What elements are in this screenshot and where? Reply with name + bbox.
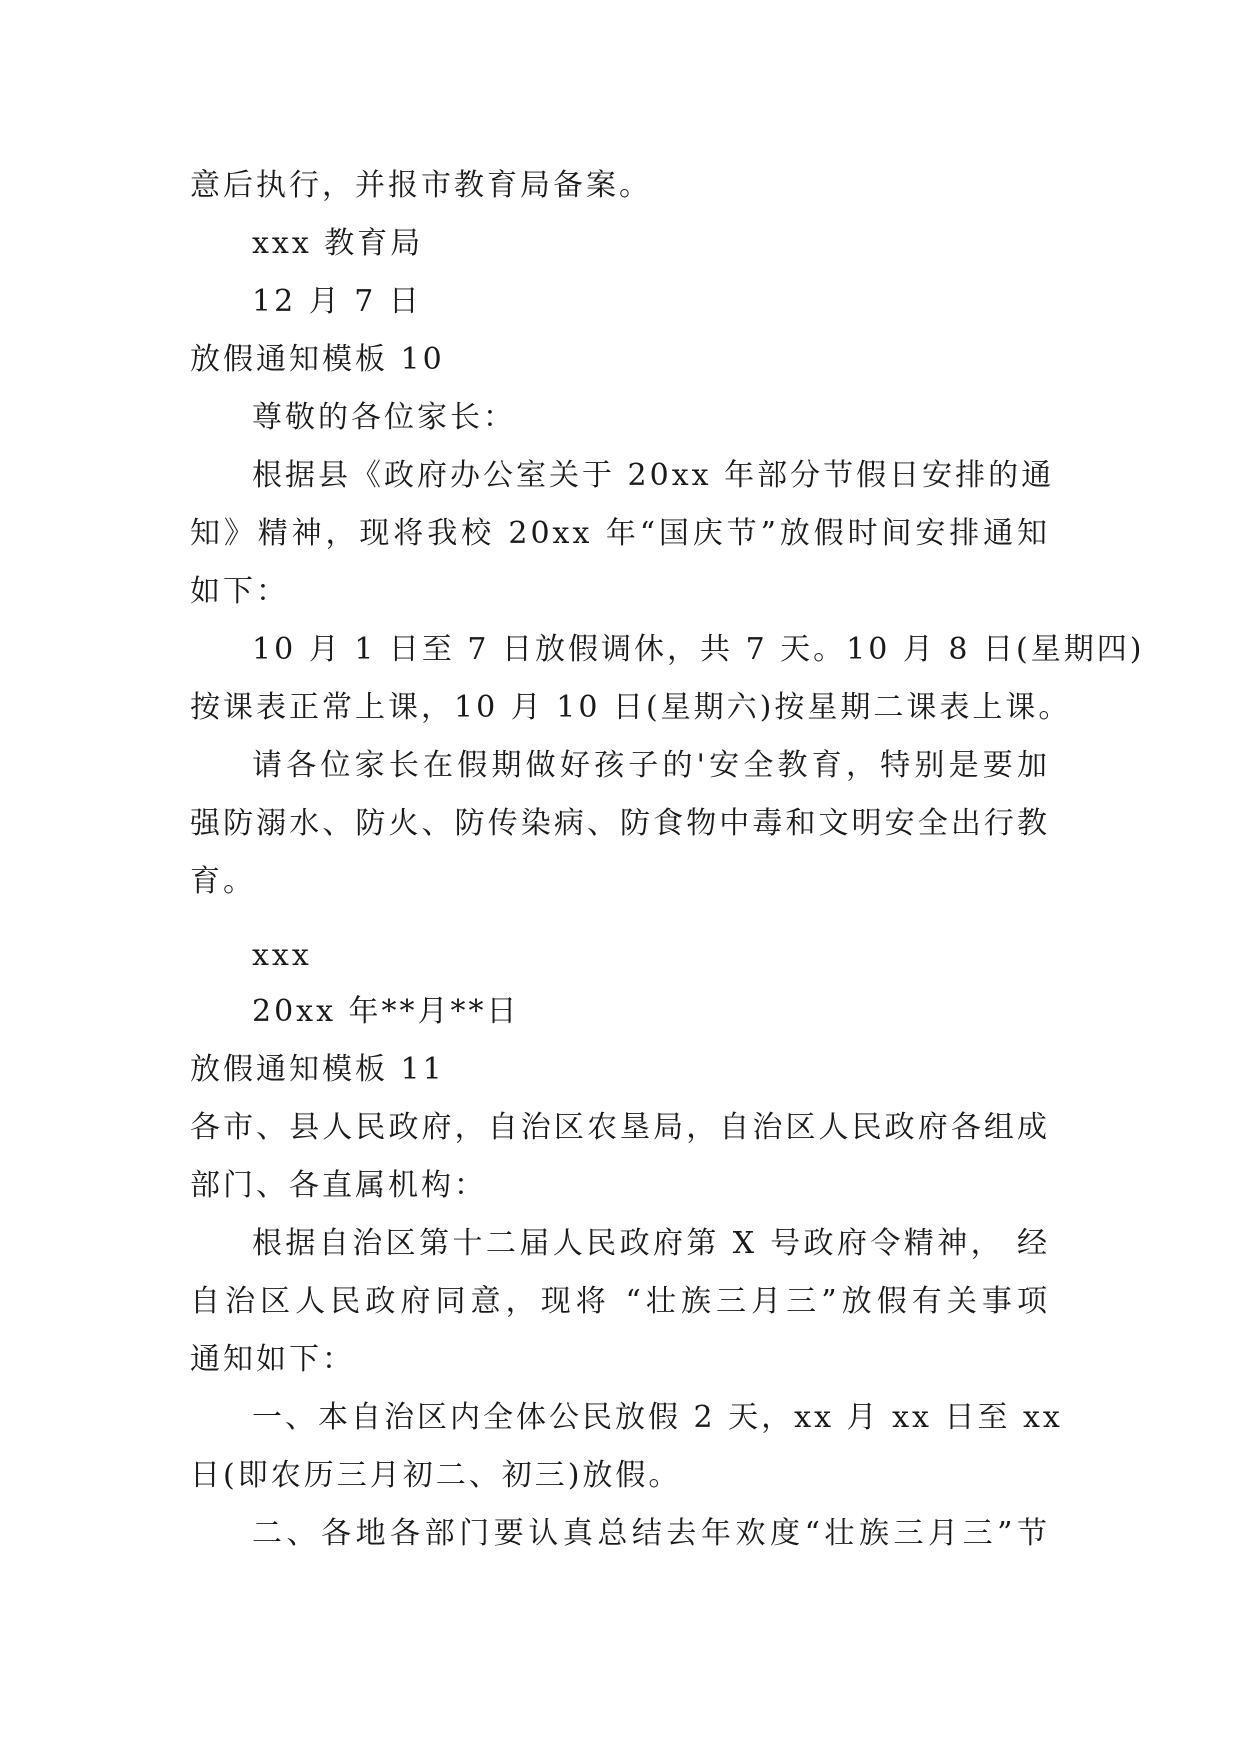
body-line: 强防溺水、防火、防传染病、防食物中毒和文明安全出行教 xyxy=(190,806,1050,841)
body-line: 请各位家长在假期做好孩子的'安全教育，特别是要加 xyxy=(252,748,1050,783)
body-line: 根据自治区第十二届人民政府第 X 号政府令精神， 经 xyxy=(252,1226,1050,1261)
section-title-10: 放假通知模板 10 xyxy=(190,342,445,377)
body-line: 自治区人民政府同意，现将 “壮族三月三”放假有关事项 xyxy=(190,1284,1050,1319)
body-line: 日(即农历三月初二、初三)放假。 xyxy=(190,1458,682,1493)
body-line: 意后执行，并报市教育局备案。 xyxy=(190,168,652,203)
date-line: 20xx 年**月**日 xyxy=(252,994,520,1029)
body-line: 育。 xyxy=(190,864,256,899)
body-line: 通知如下： xyxy=(190,1342,355,1377)
signature-line: xxx xyxy=(252,938,312,973)
body-line: 一、本自治区内全体公民放假 2 天，xx 月 xx 日至 xx xyxy=(252,1400,1063,1435)
body-line: 如下： xyxy=(190,574,289,609)
salutation-line: 尊敬的各位家长： xyxy=(252,400,516,435)
body-line: 各市、县人民政府，自治区农垦局，自治区人民政府各组成 xyxy=(190,1110,1050,1145)
body-line: 根据县《政府办公室关于 20xx 年部分节假日安排的通 xyxy=(252,458,1055,493)
document-body xyxy=(190,157,1145,1563)
section-title-11: 放假通知模板 11 xyxy=(190,1052,445,1087)
date-line: 12 月 7 日 xyxy=(252,284,422,319)
issuer-line: xxx 教育局 xyxy=(252,226,424,261)
body-line: 部门、各直属机构： xyxy=(190,1168,487,1203)
body-line: 知》精神，现将我校 20xx 年“国庆节”放假时间安排通知 xyxy=(190,516,1050,551)
body-line: 按课表正常上课，10 月 10 日(星期六)按星期二课表上课。 xyxy=(190,690,1072,725)
body-line: 10 月 1 日至 7 日放假调休，共 7 天。10 月 8 日(星期四) xyxy=(252,632,1145,667)
body-line: 二、各地各部门要认真总结去年欢度“壮族三月三”节 xyxy=(252,1516,1050,1551)
